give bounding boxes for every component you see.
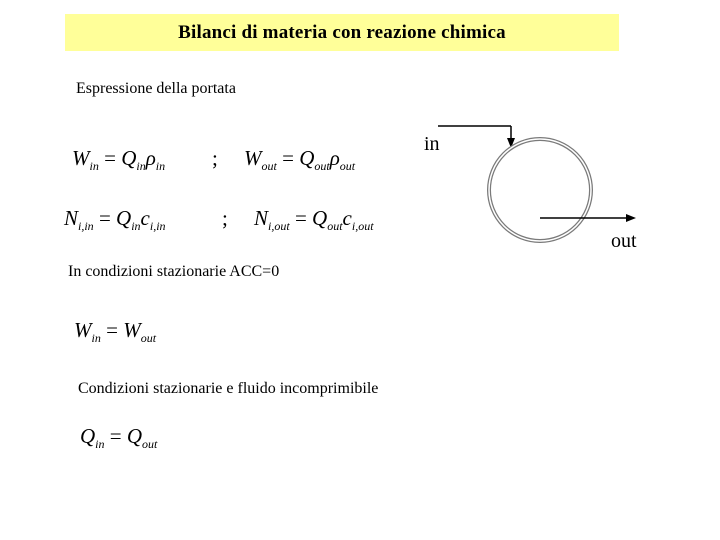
equation-separator-2: ;: [222, 206, 228, 230]
equation-w-balance: $W_{in} = W_{out}$: [74, 318, 157, 345]
inlet-arrow: [438, 126, 515, 148]
equation-w-in: $W_{in} = Q_{in}\rho_{in}$: [72, 146, 166, 173]
outlet-arrow: [540, 214, 636, 222]
equation-w-out: $W_{out} = Q_{out}\rho_{out}$: [244, 146, 356, 173]
equation-q-balance: $Q_{in} = Q_{out}$: [80, 424, 158, 451]
flow-diagram: [430, 118, 650, 248]
reactor-circle: [489, 139, 591, 241]
equation-separator: ;: [212, 146, 218, 170]
outlet-label: out: [611, 230, 637, 252]
slide-title: Bilanci di materia con reazione chimica: [178, 22, 506, 43]
flow-expression-label: Espressione della portata: [76, 80, 236, 97]
equation-n-in: $N_{i,in} = Q_{in}c_{i,in}$: [64, 206, 166, 233]
inlet-label: in: [424, 133, 440, 155]
incompressible-label: Condizioni stazionarie e fluido incomprimibile: [78, 380, 379, 397]
stationary-label: In condizioni stazionarie ACC=0: [68, 263, 280, 280]
title-banner: [65, 14, 619, 51]
equation-n-out: $N_{i,out} = Q_{out}c_{i,out}$: [254, 206, 374, 233]
